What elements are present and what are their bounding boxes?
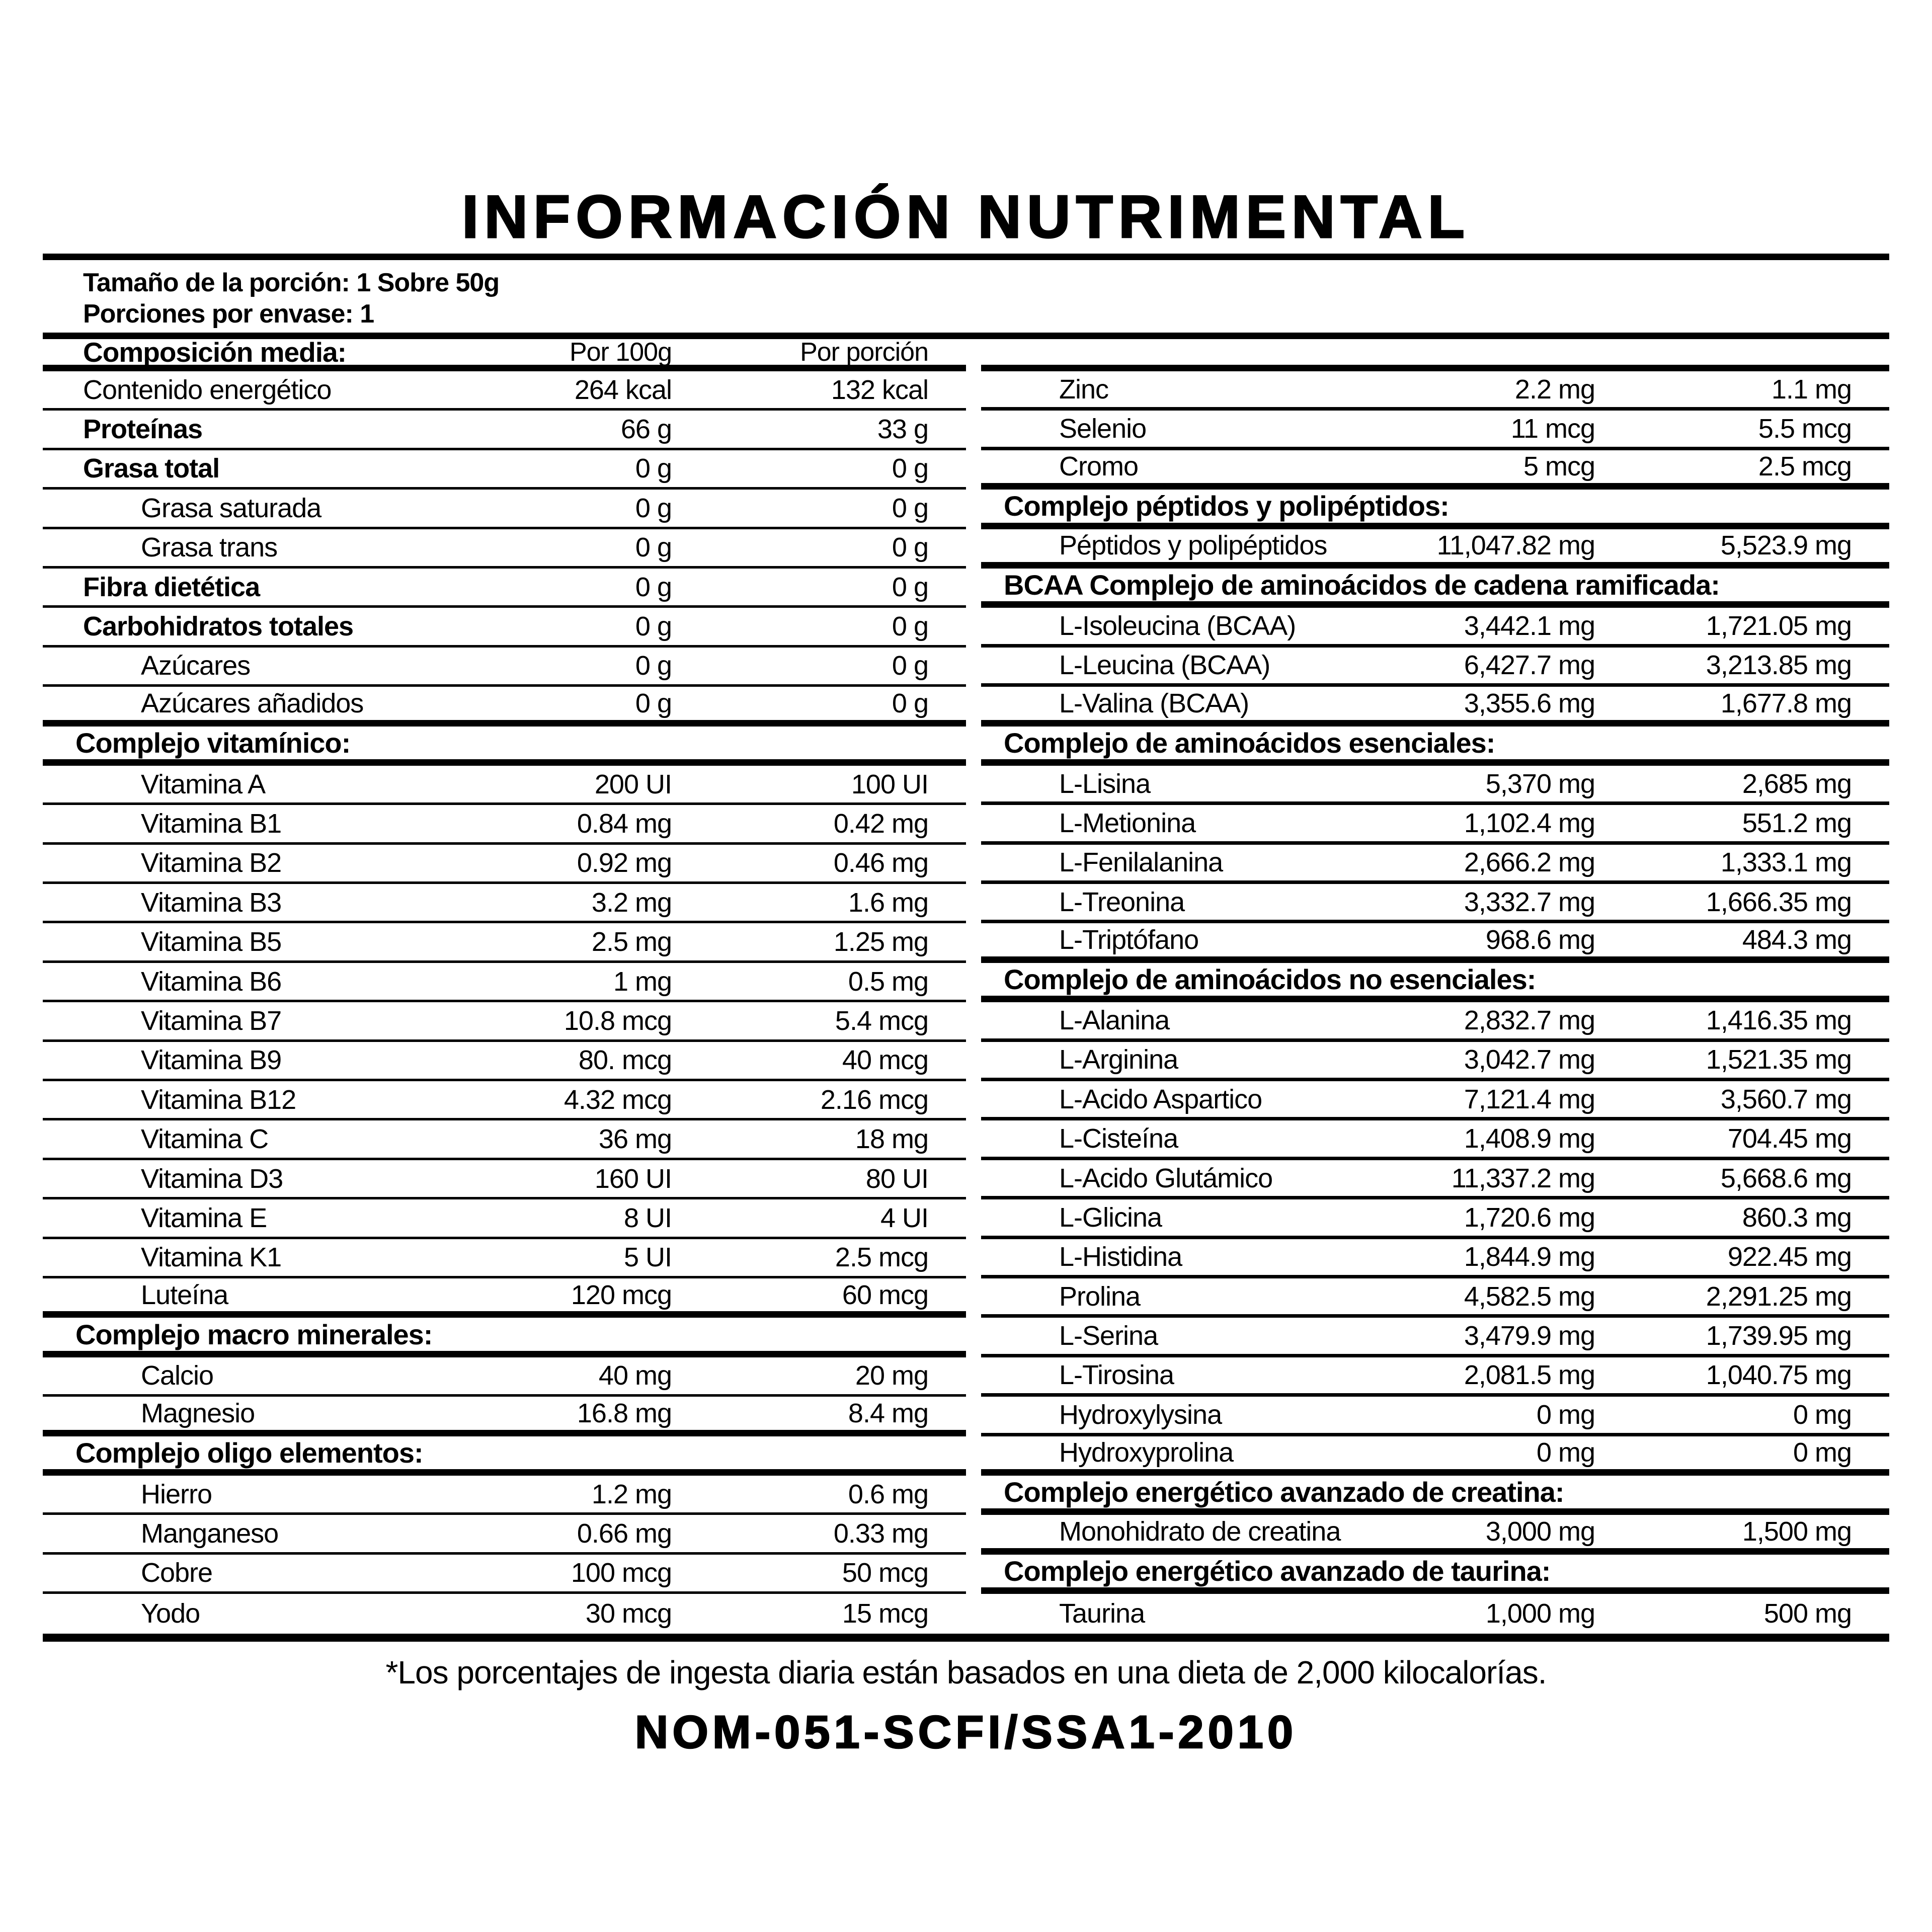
table-row	[43, 411, 966, 450]
nutrition-label	[43, 0, 1889, 1759]
value-per-portion: 4 UI	[880, 1202, 928, 1233]
value-per-100g: 2.2 mg	[1514, 374, 1595, 405]
value-per-portion: 860.3 mg	[1742, 1202, 1852, 1233]
value-per-portion: 484.3 mg	[1742, 925, 1852, 955]
value-per-portion: 1,521.35 mg	[1706, 1044, 1852, 1075]
value-per-portion: 0 mg	[1793, 1437, 1852, 1468]
row-label: L-Treonina	[1059, 887, 1185, 917]
value-per-100g: 0 g	[635, 611, 672, 642]
value-per-100g: 10.8 mcg	[564, 1005, 672, 1036]
value-per-portion: 1,721.05 mg	[1706, 611, 1852, 641]
table-row	[43, 529, 966, 569]
row-label: Contenido energético	[83, 374, 332, 405]
table-row	[43, 845, 966, 884]
value-per-portion: 2.5 mcg	[835, 1242, 928, 1273]
table-row	[43, 490, 966, 529]
table-row	[981, 805, 1889, 844]
value-per-100g: 11 mcg	[1510, 414, 1595, 444]
value-per-portion: 1,416.35 mg	[1706, 1005, 1852, 1035]
row-label: Luteína	[141, 1279, 228, 1310]
value-per-100g: 1,102.4 mg	[1464, 808, 1595, 838]
table-row	[43, 569, 966, 608]
row-label: Vitamina B2	[141, 848, 282, 878]
table-row	[981, 648, 1889, 687]
value-per-portion: 1,739.95 mg	[1706, 1321, 1852, 1351]
value-per-100g: 3,332.7 mg	[1464, 887, 1595, 917]
left-table-rows	[43, 371, 966, 1634]
value-per-portion: 704.45 mg	[1727, 1123, 1852, 1154]
section-header-row	[43, 1436, 966, 1476]
row-label: Calcio	[141, 1360, 214, 1391]
row-label: Manganeso	[141, 1518, 279, 1549]
table-row	[43, 687, 966, 726]
value-per-100g: 0 g	[635, 572, 672, 602]
value-per-portion: 0 g	[892, 493, 928, 523]
value-per-100g: 5 UI	[623, 1242, 672, 1273]
section-header-label: Complejo macro minerales:	[75, 1318, 433, 1350]
value-per-100g: 11,047.82 mg	[1436, 530, 1595, 561]
table-row	[43, 1002, 966, 1041]
value-per-100g: 200 UI	[594, 769, 672, 799]
value-per-portion: 0.5 mg	[848, 966, 928, 997]
table-row	[981, 1120, 1889, 1160]
table-row	[981, 371, 1889, 411]
value-per-portion: 80 UI	[865, 1163, 928, 1194]
value-per-100g: 36 mg	[598, 1124, 672, 1155]
value-per-portion: 0 g	[892, 651, 928, 681]
section-header-label: BCAA Complejo de aminoácidos de cadena ramificada:	[1004, 569, 1720, 601]
value-per-portion: 1,333.1 mg	[1720, 847, 1852, 878]
row-label: L-Acido Glutámico	[1059, 1163, 1273, 1193]
value-per-100g: 1,844.9 mg	[1464, 1242, 1595, 1272]
table-row	[981, 1318, 1889, 1357]
value-per-100g: 264 kcal	[574, 374, 672, 405]
row-label: Taurina	[1059, 1598, 1145, 1629]
nutrition-table-left	[43, 336, 966, 1634]
table-row	[981, 411, 1889, 450]
table-row	[43, 648, 966, 687]
title-divider-bar	[43, 254, 1889, 260]
row-label: Vitamina A	[141, 769, 266, 799]
value-per-portion: 1,677.8 mg	[1720, 688, 1852, 718]
right-table-top-bar	[981, 365, 1889, 371]
value-per-100g: 0.66 mg	[577, 1518, 672, 1549]
value-per-100g: 6,427.7 mg	[1464, 650, 1595, 681]
value-per-100g: 8 UI	[623, 1202, 672, 1233]
value-per-portion: 0.6 mg	[848, 1479, 928, 1509]
section-header-label: Complejo de aminoácidos esenciales:	[1004, 727, 1495, 759]
table-row	[981, 608, 1889, 647]
value-per-100g: 4,582.5 mg	[1464, 1281, 1595, 1312]
row-label: Vitamina B9	[141, 1045, 282, 1076]
servings-per-container-line: Porciones por envase: 1	[83, 299, 374, 329]
table-row	[43, 371, 966, 411]
table-row	[43, 450, 966, 490]
tables-area	[43, 336, 1889, 1634]
table-row	[981, 1239, 1889, 1278]
value-per-100g: 160 UI	[594, 1163, 672, 1194]
value-per-100g: 2,832.7 mg	[1464, 1005, 1595, 1035]
table-row	[981, 1199, 1889, 1239]
row-label: L-Arginina	[1059, 1044, 1178, 1075]
section-header-row	[981, 490, 1889, 529]
table-row	[43, 1357, 966, 1397]
row-label: Grasa trans	[141, 532, 278, 563]
table-row	[981, 845, 1889, 884]
value-per-portion: 1,500 mg	[1742, 1516, 1852, 1547]
value-per-100g: 0.92 mg	[577, 848, 672, 878]
row-label: Cromo	[1059, 451, 1139, 482]
value-per-100g: 7,121.4 mg	[1464, 1084, 1595, 1114]
row-label: Proteínas	[83, 414, 203, 445]
row-label: L-Histidina	[1059, 1242, 1182, 1272]
row-label: Vitamina B5	[141, 927, 282, 957]
section-header-row	[43, 727, 966, 766]
nutrition-table-right	[981, 339, 1889, 1634]
value-per-portion: 500 mg	[1763, 1598, 1852, 1629]
table-row	[43, 1239, 966, 1278]
column-header-per-100g: Por 100g	[569, 337, 672, 367]
value-per-100g: 1,408.9 mg	[1464, 1123, 1595, 1154]
value-per-portion: 0 g	[892, 572, 928, 602]
value-per-portion: 1,040.75 mg	[1706, 1360, 1852, 1391]
right-table-rows	[981, 371, 1889, 1634]
value-per-100g: 1,720.6 mg	[1464, 1202, 1595, 1233]
row-label: L-Triptófano	[1059, 925, 1199, 955]
value-per-portion: 8.4 mg	[848, 1398, 928, 1428]
table-row	[981, 1160, 1889, 1199]
value-per-100g: 0 g	[635, 532, 672, 563]
value-per-portion: 5,668.6 mg	[1720, 1163, 1852, 1193]
value-per-portion: 18 mg	[855, 1124, 928, 1155]
row-label: Magnesio	[141, 1398, 255, 1428]
value-per-100g: 100 mcg	[571, 1558, 672, 1588]
section-header-label: Complejo péptidos y polipéptidos:	[1004, 490, 1449, 522]
table-row	[981, 1042, 1889, 1081]
value-per-portion: 2.5 mcg	[1758, 451, 1852, 482]
value-per-100g: 1 mg	[613, 966, 672, 997]
table-row	[981, 450, 1889, 490]
row-label: Azúcares	[141, 651, 251, 681]
table-row	[43, 805, 966, 844]
value-per-100g: 0 g	[635, 453, 672, 484]
row-label: L-Leucina (BCAA)	[1059, 650, 1270, 681]
table-row	[981, 529, 1889, 569]
row-label: L-Lisina	[1059, 768, 1151, 799]
table-row	[981, 1002, 1889, 1041]
value-per-100g: 3,355.6 mg	[1464, 688, 1595, 718]
row-label: Vitamina E	[141, 1202, 267, 1233]
value-per-portion: 132 kcal	[831, 374, 928, 405]
row-label: Vitamina K1	[141, 1242, 282, 1273]
table-row	[43, 1199, 966, 1239]
value-per-100g: 0.84 mg	[577, 808, 672, 839]
row-label: L-Metionina	[1059, 808, 1196, 838]
table-row	[981, 884, 1889, 923]
value-per-100g: 80. mcg	[578, 1045, 672, 1076]
value-per-100g: 2,666.2 mg	[1464, 847, 1595, 878]
section-header-row	[43, 1318, 966, 1357]
nom-standard-text: NOM-051-SCFI/SSA1-2010	[634, 1706, 1298, 1758]
value-per-portion: 0 g	[892, 453, 928, 484]
section-header-label: Complejo vitamínico:	[75, 727, 351, 759]
row-label: Vitamina B1	[141, 808, 282, 839]
page-title: INFORMACIÓN NUTRIMENTAL	[462, 183, 1470, 251]
value-per-100g: 3,479.9 mg	[1464, 1321, 1595, 1351]
value-per-portion: 5,523.9 mg	[1720, 530, 1852, 561]
row-label: L-Fenilalanina	[1059, 847, 1223, 878]
value-per-portion: 0.46 mg	[833, 848, 928, 878]
value-per-100g: 120 mcg	[571, 1279, 672, 1310]
row-label: Hydroxyprolina	[1059, 1437, 1234, 1468]
row-label: Vitamina B12	[141, 1084, 296, 1115]
value-per-100g: 5 mcg	[1523, 451, 1595, 482]
value-per-100g: 11,337.2 mg	[1451, 1163, 1595, 1193]
value-per-100g: 3.2 mg	[591, 887, 672, 918]
value-per-100g: 0 mg	[1536, 1399, 1595, 1430]
row-label: Hydroxylysina	[1059, 1399, 1222, 1430]
value-per-100g: 1.2 mg	[591, 1479, 672, 1509]
row-label: Monohidrato de creatina	[1059, 1516, 1341, 1547]
value-per-100g: 0 g	[635, 651, 672, 681]
value-per-portion: 3,560.7 mg	[1720, 1084, 1852, 1114]
value-per-portion: 0 mg	[1793, 1399, 1852, 1430]
table-row	[981, 1397, 1889, 1436]
section-header-row	[981, 1476, 1889, 1515]
value-per-portion: 0.42 mg	[833, 808, 928, 839]
row-label: Cobre	[141, 1558, 213, 1588]
row-label: L-Cisteína	[1059, 1123, 1178, 1154]
row-label: L-Valina (BCAA)	[1059, 688, 1249, 718]
value-per-portion: 3,213.85 mg	[1706, 650, 1852, 681]
table-row	[43, 1515, 966, 1554]
value-per-100g: 40 mg	[598, 1360, 672, 1391]
value-per-portion: 2.16 mcg	[820, 1084, 928, 1115]
section-header-row	[981, 569, 1889, 608]
table-row	[43, 1476, 966, 1515]
value-per-portion: 1.25 mg	[833, 927, 928, 957]
table-row	[43, 766, 966, 805]
section-header-label: Complejo de aminoácidos no esenciales:	[1004, 963, 1536, 996]
value-per-portion: 2,685 mg	[1742, 768, 1852, 799]
row-label: Péptidos y polipéptidos	[1059, 530, 1327, 561]
value-per-100g: 0 g	[635, 493, 672, 523]
value-per-100g: 3,000 mg	[1485, 1516, 1595, 1547]
value-per-100g: 0 mg	[1536, 1437, 1595, 1468]
value-per-100g: 66 g	[620, 414, 672, 445]
value-per-100g: 2.5 mg	[591, 927, 672, 957]
value-per-100g: 16.8 mg	[577, 1398, 672, 1428]
row-label: L-Isoleucina (BCAA)	[1059, 611, 1296, 641]
value-per-100g: 5,370 mg	[1485, 768, 1595, 799]
row-label: Zinc	[1059, 374, 1109, 405]
table-row	[981, 766, 1889, 805]
value-per-portion: 5.5 mcg	[1758, 414, 1852, 444]
table-row	[43, 1397, 966, 1436]
value-per-portion: 551.2 mg	[1742, 808, 1852, 838]
table-row	[43, 923, 966, 962]
value-per-100g: 4.32 mcg	[564, 1084, 672, 1115]
value-per-portion: 0 g	[892, 532, 928, 563]
daily-intake-footnote: *Los porcentajes de ingesta diaria están basados en una dieta de 2,000 kilocalorías.	[385, 1654, 1547, 1691]
row-label: Yodo	[141, 1598, 200, 1629]
value-per-100g: 3,442.1 mg	[1464, 611, 1595, 641]
table-row	[981, 687, 1889, 726]
table-row	[43, 1278, 966, 1318]
serving-info	[43, 260, 1889, 333]
row-label: Grasa saturada	[141, 493, 321, 523]
row-label: Azúcares añadidos	[141, 688, 364, 718]
bottom-divider-bar	[43, 1634, 1889, 1642]
row-label: Vitamina B7	[141, 1005, 282, 1036]
table-row	[43, 608, 966, 647]
value-per-portion: 33 g	[877, 414, 928, 445]
column-header-composition: Composición media:	[83, 336, 346, 368]
table-row	[43, 1042, 966, 1081]
row-label: L-Alanina	[1059, 1005, 1170, 1035]
row-label: L-Serina	[1059, 1321, 1158, 1351]
right-table-spacer	[981, 339, 1889, 365]
row-label: Fibra dietética	[83, 572, 260, 602]
table-row	[43, 1594, 966, 1633]
row-label: Vitamina D3	[141, 1163, 283, 1194]
row-label: Vitamina C	[141, 1124, 269, 1155]
value-per-100g: 2,081.5 mg	[1464, 1360, 1595, 1391]
table-row	[43, 963, 966, 1002]
value-per-portion: 50 mcg	[842, 1558, 928, 1588]
row-label: Selenio	[1059, 414, 1147, 444]
value-per-portion: 60 mcg	[842, 1279, 928, 1310]
serving-size-line: Tamaño de la porción: 1 Sobre 50g	[83, 268, 500, 297]
value-per-portion: 1.6 mg	[848, 887, 928, 918]
row-label: Carbohidratos totales	[83, 611, 354, 642]
table-row	[981, 1278, 1889, 1318]
section-header-label: Complejo energético avanzado de creatina:	[1004, 1476, 1564, 1508]
value-per-portion: 1,666.35 mg	[1706, 887, 1852, 917]
value-per-portion: 1.1 mg	[1771, 374, 1852, 405]
table-row	[43, 1555, 966, 1594]
table-row	[43, 1160, 966, 1199]
value-per-portion: 15 mcg	[842, 1598, 928, 1629]
value-per-100g: 0 g	[635, 688, 672, 718]
row-label: L-Acido Aspartico	[1059, 1084, 1262, 1114]
row-label: Vitamina B3	[141, 887, 282, 918]
value-per-portion: 2,291.25 mg	[1706, 1281, 1852, 1312]
section-header-label: Complejo energético avanzado de taurina:	[1004, 1555, 1551, 1587]
table-row	[43, 1081, 966, 1120]
section-header-row	[981, 963, 1889, 1002]
row-label: L-Tirosina	[1059, 1360, 1174, 1391]
value-per-portion: 20 mg	[855, 1360, 928, 1391]
value-per-100g: 968.6 mg	[1485, 925, 1595, 955]
value-per-portion: 0 g	[892, 611, 928, 642]
value-per-100g: 30 mcg	[585, 1598, 672, 1629]
column-header-per-portion: Por porción	[800, 337, 928, 367]
section-header-row	[981, 1555, 1889, 1594]
value-per-portion: 100 UI	[851, 769, 928, 799]
value-per-portion: 5.4 mcg	[835, 1005, 928, 1036]
table-row	[981, 1436, 1889, 1476]
value-per-100g: 3,042.7 mg	[1464, 1044, 1595, 1075]
section-header-row	[981, 727, 1889, 766]
row-label: Hierro	[141, 1479, 212, 1509]
table-row	[43, 884, 966, 923]
table-row	[981, 923, 1889, 962]
row-label: Grasa total	[83, 453, 220, 484]
table-row	[981, 1594, 1889, 1633]
section-header-label: Complejo oligo elementos:	[75, 1436, 423, 1469]
table-row	[43, 1120, 966, 1160]
value-per-portion: 0 g	[892, 688, 928, 718]
value-per-100g: 1,000 mg	[1485, 1598, 1595, 1629]
table-row	[981, 1081, 1889, 1120]
column-header-row	[43, 336, 966, 368]
table-row	[981, 1515, 1889, 1554]
table-row	[981, 1357, 1889, 1397]
value-per-portion: 40 mcg	[842, 1045, 928, 1076]
row-label: L-Glicina	[1059, 1202, 1162, 1233]
value-per-portion: 0.33 mg	[833, 1518, 928, 1549]
row-label: Prolina	[1059, 1281, 1141, 1312]
value-per-portion: 922.45 mg	[1727, 1242, 1852, 1272]
row-label: Vitamina B6	[141, 966, 282, 997]
